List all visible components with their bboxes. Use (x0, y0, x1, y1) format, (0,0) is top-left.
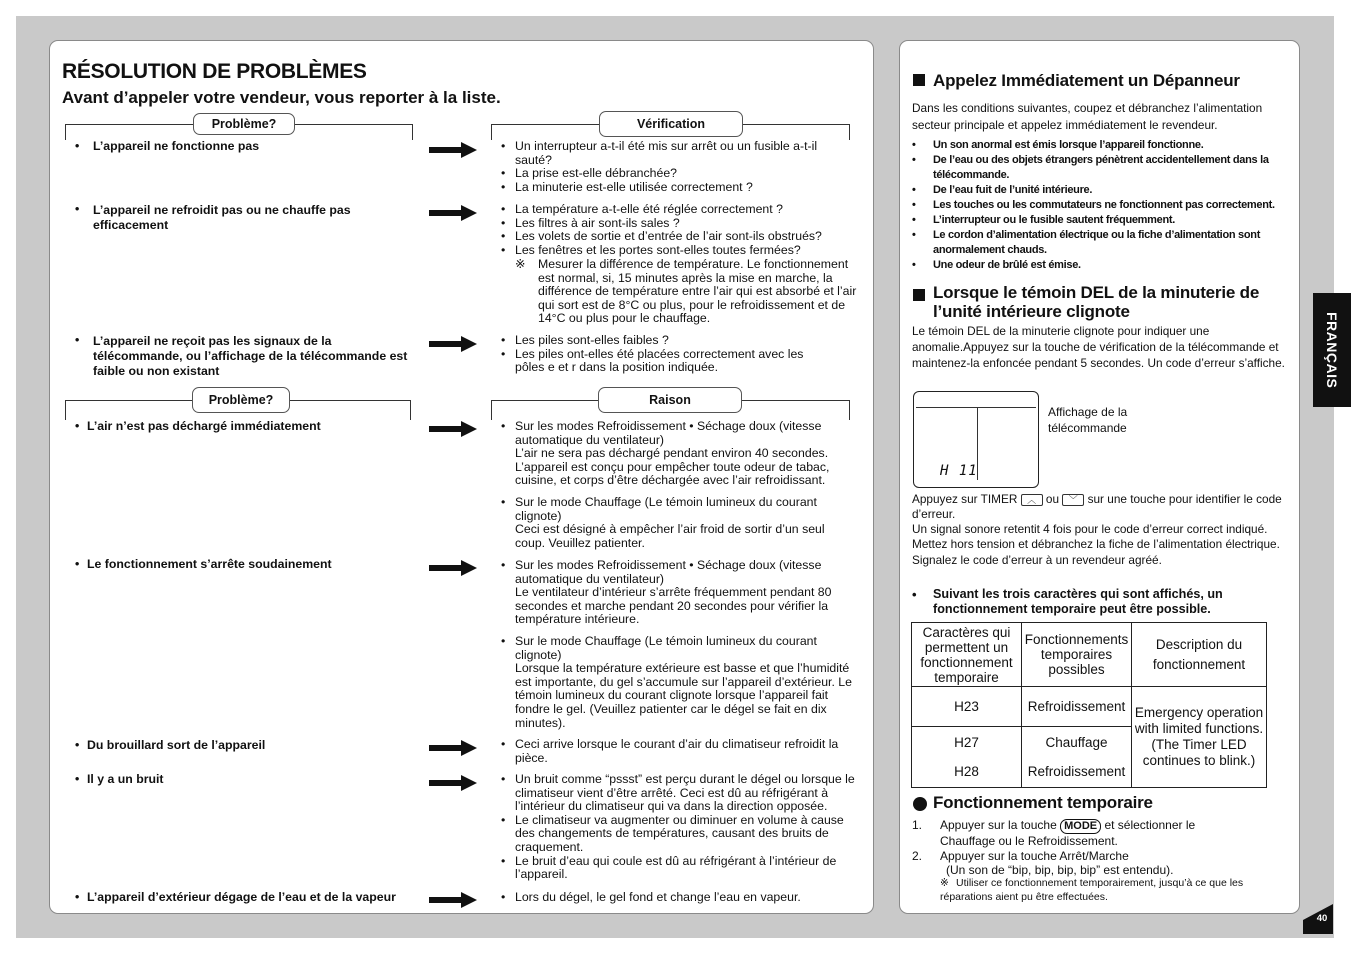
verification-header-tick-right (849, 124, 850, 140)
list-item: • La prise est-elle débranchée? (501, 166, 678, 181)
arrow-right-icon (429, 892, 477, 908)
note-text: Utiliser ce fonctionnement temporairement, jusqu’à ce que les réparations aient pu être effectuées. (940, 877, 1244, 903)
list-item: 1. Appuyer sur la touche MODE et sélectionner le Chauffage ou le Refroidissement. (912, 818, 1196, 848)
timer-instructions: Appuyez sur TIMER ︿ ou ﹀ sur une touche pour identifier le code d’erreur. (912, 492, 1282, 521)
list-item: • Sur le mode Chauffage (Le témoin lumineux du courant clignote) Ceci est désigné à empêcher l’air froid de sortir d’un seul coup. Veuillez patienter. (501, 494, 825, 550)
bullet: • (75, 738, 80, 752)
list-item: • De l’eau ou des objets étrangers pénètrent accidentellement dans la télécommande. (912, 154, 1269, 181)
list-item: • Le bruit d’eau qui coule est dû au réfrigérant à l’intérieur de l’appareil. (501, 853, 837, 882)
note (940, 876, 1250, 904)
square-bullet-icon (913, 289, 925, 301)
problem-text: L’appareil ne reçoit pas les signaux de la télécommande, ou l’affichage de la télécommande est faible ou non existant (93, 334, 408, 378)
reason-list (501, 738, 853, 765)
list-item: • La température a-t-elle été réglée correctement ? (501, 202, 783, 216)
arrow-right-icon (429, 336, 477, 352)
error-code-table (911, 622, 1267, 788)
reason-header-tick-left (491, 400, 492, 420)
section-title: Fonctionnement temporaire (933, 793, 1153, 812)
page-number: 40 (1316, 913, 1328, 924)
bullet: • (75, 333, 80, 347)
arrow-right-icon (429, 560, 477, 576)
reason-list (501, 891, 853, 905)
section-title: Lorsque le témoin DEL de la minuterie de l’unité intérieure clignote (933, 283, 1260, 321)
list-item: • Sur les modes Refroidissement • Séchage doux (vitesse automatique du ventilateur) Le ventilateur d’intérieur s’arrête fréquemment pendant 80 secondes et marche pendant 20 secondes pour vérifier la température intérieure. (501, 558, 832, 627)
table-header: Caractères qui permettent un fonctionnement temporaire (912, 623, 1022, 687)
list-item: 2. Appuyer sur la touche Arrêt/Marche (Un son de “bip, bip, bip, bip” est entendu). (912, 848, 1174, 877)
reason-list (501, 420, 853, 550)
bullet: • (75, 557, 80, 571)
note-mark: ※ (515, 257, 526, 271)
timer-up-button[interactable]: ︿ (1021, 494, 1043, 506)
bullet: • (75, 139, 80, 153)
problem-header-tick-left (65, 400, 66, 420)
verification-header-tick-left (491, 124, 492, 140)
list-item: • L’interrupteur ou le fusible sautent fréquemment. (912, 214, 1176, 226)
list-item: • Ceci arrive lorsque le courant d’air du climatiseur refroidit la pièce. (501, 737, 839, 765)
list-item: • Les volets de sortie et d’entrée de l’air sont-ils obstrués? (501, 229, 822, 244)
warning-list (912, 138, 1284, 273)
bold-note: Suivant les trois caractères qui sont affichés, un fonctionnement temporaire peut être possible. (933, 587, 1223, 616)
reason-tab: Raison (598, 387, 742, 413)
display-rule (916, 407, 1036, 408)
list-item: • Le climatiseur va augmenter ou diminuer en volume à cause des changements de températures, causant des bruits de craquement. (501, 812, 844, 854)
language-tab-label: FRANÇAIS (1324, 311, 1340, 389)
error-code-display: H 11 (940, 463, 978, 479)
section-title: Appelez Immédiatement un Dépanneur (933, 71, 1240, 90)
problem-text: Du brouillard sort de l’appareil (87, 738, 266, 752)
list-item: • Une odeur de brûlé est émise. (912, 259, 1081, 271)
signal-text: Un signal sonore retentit 4 fois pour le code d’erreur correct indiqué. Mettez hors tension et débranchez la fiche de l’alimentation électrique. Signalez le code d’erreur à un revendeur agréé. (912, 522, 1280, 567)
arrow-right-icon (429, 142, 477, 158)
list-item: • Sur le mode Chauffage (Le témoin lumineux du courant clignote) Lorsque la température extérieure est basse et que l’humidité est importante, du gel s’accumule sur l’appareil d’extérieur. Le témoin lumineux du courant clignote lorsque l’appareil fait fondre le gel. (Veuillez patienter car le dégel se fait en dix minutes). (501, 633, 852, 730)
table-header: Fonctionnements temporaires possibles (1022, 623, 1132, 687)
problem-header-tick-right (410, 400, 411, 420)
arrow-right-icon (429, 421, 477, 437)
bullet: • (75, 419, 80, 433)
reason-header-tick-right (849, 400, 850, 420)
mode-button[interactable]: MODE (1060, 819, 1101, 834)
list-item: • Un bruit comme “pssst” est perçu durant le dégel ou lorsque le climatiseur vient d’être arrêté. Ceci est dû au réfrigérant à l’intérieur du climatiseur qui va dans la direction opposée. (501, 772, 855, 814)
problem-text: L’appareil ne fonctionne pas (93, 139, 260, 153)
check-list (501, 140, 841, 194)
steps (912, 818, 1232, 878)
timer-down-button[interactable]: ﹀ (1062, 494, 1084, 506)
table-cell: Refroidissement (1022, 687, 1132, 727)
list-item: • Les piles sont-elles faibles ? (501, 333, 669, 347)
list-item: • Lors du dégel, le gel fond et change l’eau en vapeur. (501, 890, 801, 904)
problem-text: Il y a un bruit (87, 772, 164, 786)
problem-text: Le fonctionnement s’arrête soudainement (87, 557, 332, 571)
list-item: • Un son anormal est émis lorsque l’appareil fonctionne. (912, 139, 1204, 151)
problem-text: L’appareil d’extérieur dégage de l’eau et de la vapeur (87, 890, 396, 904)
arrow-right-icon (429, 775, 477, 791)
problem-text: L’appareil ne refroidit pas ou ne chauffe pas efficacement (93, 203, 351, 232)
list-item: • Les touches ou les commutateurs ne fonctionnent pas correctement. (912, 199, 1275, 211)
arrow-right-icon (429, 205, 477, 221)
problem-header-tick-right (412, 124, 413, 140)
page-subtitle: Avant d’appeler votre vendeur, vous reporter à la liste. (62, 88, 501, 107)
table-cell: H23 (912, 687, 1022, 727)
list-item: • Les filtres à air sont-ils sales ? (501, 215, 680, 230)
list-item: • Le cordon d’alimentation électrique ou la fiche d’alimentation sont anormalement chauds. (912, 229, 1261, 256)
display-label: Affichage de la télécommande (1048, 405, 1128, 435)
problem-tab: Problème? (193, 113, 295, 135)
reason-list (501, 773, 865, 882)
table-cell: Chauffage Refroidissement (1022, 727, 1132, 788)
bullet: • (75, 890, 80, 904)
arrow-right-icon (429, 740, 477, 756)
table-cell: H27 H28 (912, 727, 1022, 788)
note-mark: ※ (940, 877, 949, 889)
check-list (501, 334, 836, 375)
list-item: • Les fenêtres et les portes sont-elles toutes fermées? (501, 242, 801, 257)
note (515, 258, 860, 326)
circle-bullet-icon (913, 797, 927, 811)
intro-text: Dans les conditions suivantes, coupez et débranchez l’alimentation secteur principale et appelez immédiatement le revendeur. (912, 101, 1263, 132)
bullet: • (75, 772, 80, 786)
table-header: Description du fonctionnement (1132, 623, 1267, 687)
list-item: • La minuterie est-elle utilisée correctement ? (501, 179, 753, 194)
list-item: • Sur les modes Refroidissement • Séchage doux (vitesse automatique du ventilateur) L’air ne sera pas déchargé pendant environ 40 secondes. L’appareil est conçu pour empêcher toute odeur de tabac, cuisine, et corps d’être déchargée avec l’air refroidissant. (501, 419, 830, 488)
problem-tab: Problème? (192, 387, 290, 413)
problem-text: L’air n’est pas déchargé immédiatement (87, 419, 321, 433)
list-item: • De l’eau fuit de l’unité intérieure. (912, 184, 1093, 196)
list-item: • Les piles ont-elles été placées correctement avec les pôles e et r dans la position indiquée. (501, 346, 804, 375)
square-bullet-icon (913, 74, 925, 86)
note-text: Mesurer la différence de température. Le fonctionnement est normal, si, 15 minutes après la mise en marche, la différence de température entre l’air qui est absorbé et l’air qui sort est de 8°C ou plus, pour le refroidissement et de 14°C ou plus pour le chauffage. (538, 257, 857, 326)
page-title: RÉSOLUTION DE PROBLÈMES (62, 60, 367, 83)
bullet: • (75, 202, 80, 216)
intro-text: Le témoin DEL de la minuterie clignote pour indiquer une anomalie.Appuyez sur la touche de vérification de la télécommande et maintenez-la enfoncée pendant 5 secondes. Un code d’erreur s’affiche. (912, 324, 1285, 370)
check-list (501, 203, 846, 257)
bullet: • (912, 587, 917, 602)
table-cell: Emergency operation with limited functions. (The Timer LED continues to blink.) (1132, 687, 1267, 788)
verification-tab: Vérification (599, 111, 743, 137)
list-item: • Un interrupteur a-t-il été mis sur arrêt ou un fusible a-t-il sauté? (501, 139, 818, 167)
problem-header-tick-left (65, 124, 66, 140)
reason-list (501, 559, 859, 730)
